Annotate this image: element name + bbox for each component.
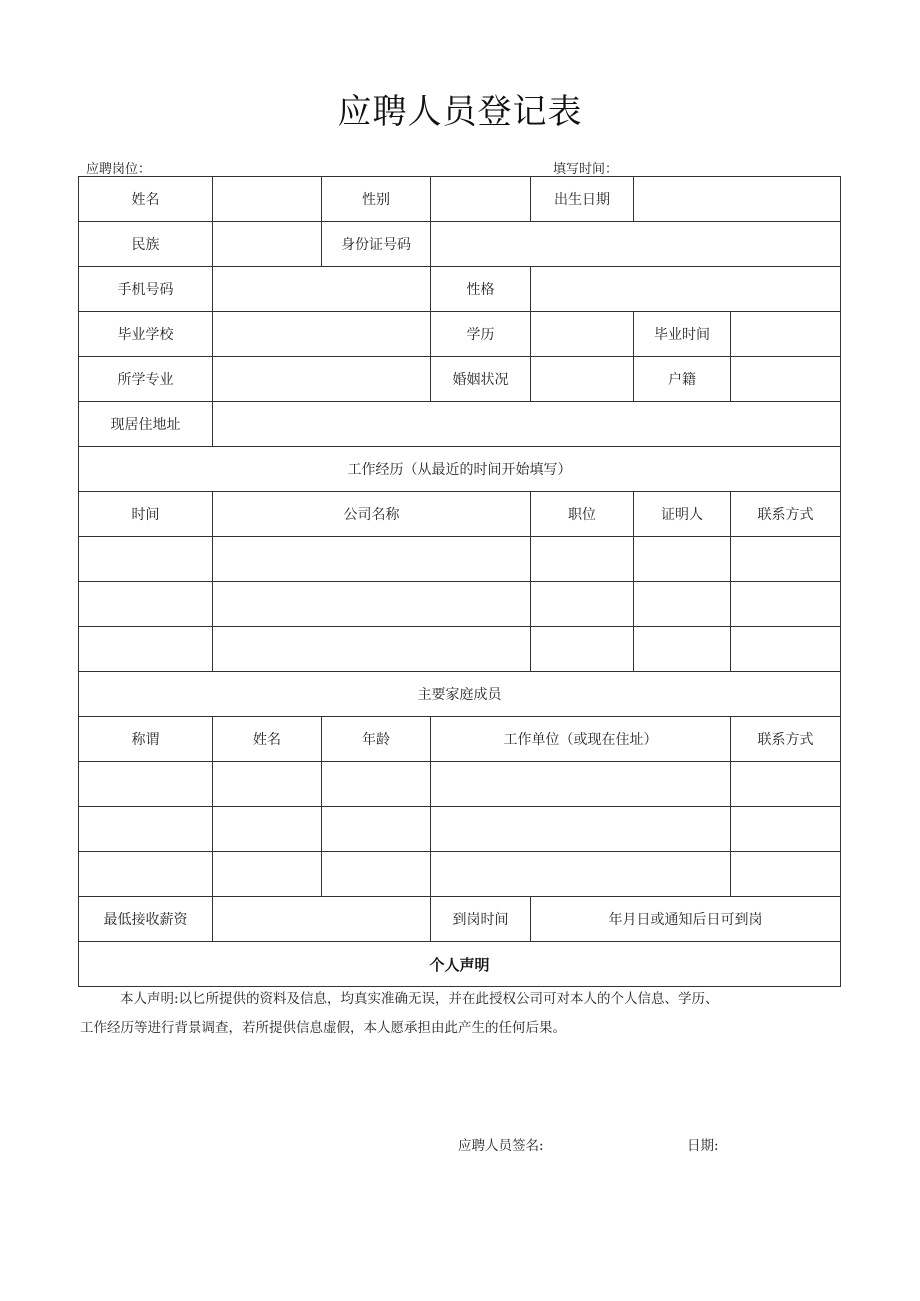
work-cell[interactable] bbox=[731, 627, 841, 672]
table-row bbox=[79, 222, 841, 267]
table-row bbox=[79, 357, 841, 402]
family-section-header: 主要家庭成员 bbox=[79, 672, 841, 717]
major-label: 所学专业 bbox=[79, 357, 213, 402]
family-cell[interactable] bbox=[731, 762, 841, 807]
family-row bbox=[79, 852, 841, 897]
family-cell[interactable] bbox=[431, 807, 731, 852]
start-time-text: 年月日或通知后日可到岗 bbox=[531, 897, 841, 942]
family-cell[interactable] bbox=[431, 852, 731, 897]
ethnic-input-cell[interactable] bbox=[213, 222, 322, 267]
family-header-contact: 联系方式 bbox=[731, 717, 841, 762]
family-cell[interactable] bbox=[731, 807, 841, 852]
table-row bbox=[79, 177, 841, 222]
work-row bbox=[79, 627, 841, 672]
work-cell[interactable] bbox=[531, 582, 634, 627]
family-cell[interactable] bbox=[213, 762, 322, 807]
start-time-label: 到岗时间 bbox=[431, 897, 531, 942]
hukou-label: 户籍 bbox=[634, 357, 731, 402]
character-input-cell[interactable] bbox=[531, 267, 841, 312]
declaration-heading: 个人声明 bbox=[79, 942, 841, 987]
work-cell[interactable] bbox=[213, 537, 531, 582]
school-label: 毕业学校 bbox=[79, 312, 213, 357]
school-input-cell[interactable] bbox=[213, 312, 431, 357]
work-cell[interactable] bbox=[531, 627, 634, 672]
table-row bbox=[79, 312, 841, 357]
work-header-reference: 证明人 bbox=[634, 492, 731, 537]
family-cell[interactable] bbox=[213, 852, 322, 897]
name-input-cell[interactable] bbox=[213, 177, 322, 222]
family-row bbox=[79, 807, 841, 852]
work-header-company: 公司名称 bbox=[213, 492, 531, 537]
id-number-input-cell[interactable] bbox=[431, 222, 841, 267]
education-input-cell[interactable] bbox=[531, 312, 634, 357]
declaration-text bbox=[80, 985, 780, 1043]
address-label: 现居住地址 bbox=[79, 402, 213, 447]
work-cell[interactable] bbox=[531, 537, 634, 582]
family-cell[interactable] bbox=[79, 852, 213, 897]
salary-label: 最低接收薪资 bbox=[79, 897, 213, 942]
family-cell[interactable] bbox=[322, 852, 431, 897]
work-cell[interactable] bbox=[213, 627, 531, 672]
gender-label: 性别 bbox=[322, 177, 431, 222]
table-row bbox=[79, 267, 841, 312]
family-cell[interactable] bbox=[322, 762, 431, 807]
work-cell[interactable] bbox=[731, 537, 841, 582]
declaration-line-1: 本人声明:以匕所提供的资料及信息，均真实准确无误，并在此授权公司可对本人的个人信息、学历、 bbox=[120, 991, 719, 1007]
address-input-cell[interactable] bbox=[213, 402, 841, 447]
birth-date-label: 出生日期 bbox=[531, 177, 634, 222]
education-label: 学历 bbox=[431, 312, 531, 357]
date-label: 日期: bbox=[687, 1138, 719, 1154]
work-cell[interactable] bbox=[79, 582, 213, 627]
table-row bbox=[79, 672, 841, 717]
id-number-label: 身份证号码 bbox=[322, 222, 431, 267]
work-header-position: 职位 bbox=[531, 492, 634, 537]
work-section-header: 工作经历（从最近的时间开始填写） bbox=[79, 447, 841, 492]
family-row bbox=[79, 762, 841, 807]
registration-table bbox=[78, 176, 841, 987]
birth-date-input-cell[interactable] bbox=[634, 177, 841, 222]
table-row bbox=[79, 717, 841, 762]
table-row bbox=[79, 942, 841, 987]
family-cell[interactable] bbox=[79, 762, 213, 807]
family-cell[interactable] bbox=[213, 807, 322, 852]
family-cell[interactable] bbox=[79, 807, 213, 852]
declaration-line-2: 工作经历等进行背景调查，若所提供信息虚假，本人愿承担由此产生的任何后果。 bbox=[80, 1020, 566, 1036]
marital-input-cell[interactable] bbox=[531, 357, 634, 402]
ethnic-label: 民族 bbox=[79, 222, 213, 267]
position-label: 应聘岗位： bbox=[86, 162, 152, 177]
family-cell[interactable] bbox=[322, 807, 431, 852]
work-cell[interactable] bbox=[634, 627, 731, 672]
table-row bbox=[79, 897, 841, 942]
grad-time-input-cell[interactable] bbox=[731, 312, 841, 357]
work-header-time: 时间 bbox=[79, 492, 213, 537]
family-header-age: 年龄 bbox=[322, 717, 431, 762]
marital-label: 婚姻状况 bbox=[431, 357, 531, 402]
work-cell[interactable] bbox=[634, 582, 731, 627]
table-row bbox=[79, 492, 841, 537]
phone-input-cell[interactable] bbox=[213, 267, 431, 312]
name-label: 姓名 bbox=[79, 177, 213, 222]
grad-time-label: 毕业时间 bbox=[634, 312, 731, 357]
family-header-relation: 称谓 bbox=[79, 717, 213, 762]
work-cell[interactable] bbox=[634, 537, 731, 582]
family-header-name: 姓名 bbox=[213, 717, 322, 762]
family-cell[interactable] bbox=[731, 852, 841, 897]
work-cell[interactable] bbox=[79, 627, 213, 672]
signature-label: 应聘人员签名: bbox=[458, 1138, 544, 1154]
phone-label: 手机号码 bbox=[79, 267, 213, 312]
family-header-employer: 工作单位（或现在住址） bbox=[431, 717, 731, 762]
character-label: 性格 bbox=[431, 267, 531, 312]
work-cell[interactable] bbox=[731, 582, 841, 627]
major-input-cell[interactable] bbox=[213, 357, 431, 402]
work-cell[interactable] bbox=[79, 537, 213, 582]
family-cell[interactable] bbox=[431, 762, 731, 807]
fill-time-label: 填写时间： bbox=[553, 162, 619, 177]
salary-input-cell[interactable] bbox=[213, 897, 431, 942]
work-row bbox=[79, 582, 841, 627]
hukou-input-cell[interactable] bbox=[731, 357, 841, 402]
table-row bbox=[79, 447, 841, 492]
work-cell[interactable] bbox=[213, 582, 531, 627]
work-header-contact: 联系方式 bbox=[731, 492, 841, 537]
gender-input-cell[interactable] bbox=[431, 177, 531, 222]
table-row bbox=[79, 402, 841, 447]
work-row bbox=[79, 537, 841, 582]
form-title: 应聘人员登记表 bbox=[337, 92, 583, 132]
